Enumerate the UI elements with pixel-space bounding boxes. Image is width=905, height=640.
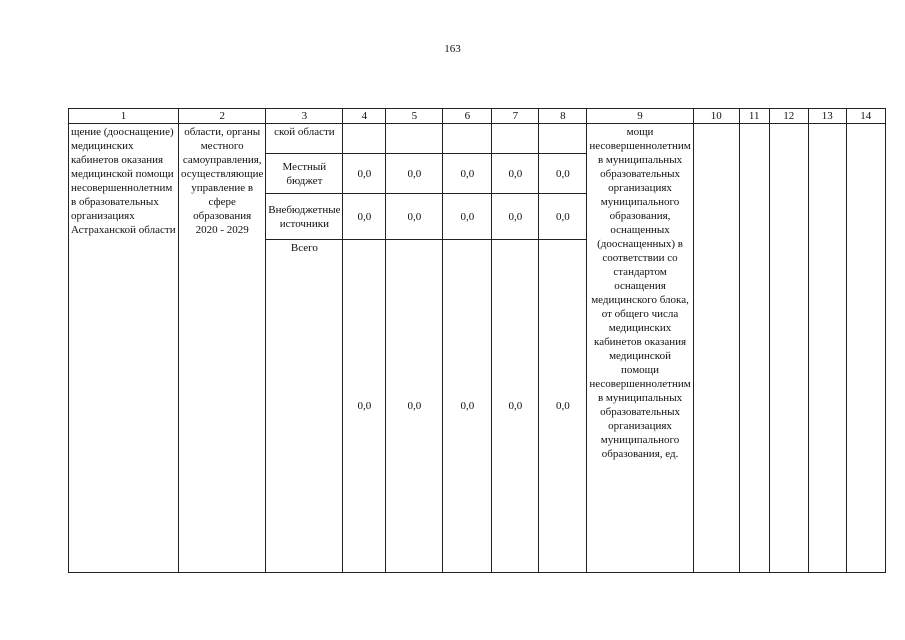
local-value-7: 0,0 (492, 154, 539, 194)
source-regional-cell: ской области (266, 124, 343, 154)
col-header-12: 12 (769, 109, 808, 124)
indicator-cell: мощи несовершеннолетним в муниципальных образовательных организациях муниципального образования, оснащенных (дооснащенных) в соответствии со стандартом оснащения медицинского блока, от общего числа медицинских кабинетов оказания медицинской помощи несовершеннолетним в муниципальных образовательных организациях муниципального образования, ед. (587, 124, 693, 573)
extra-value-7: 0,0 (492, 194, 539, 240)
page-number: 163 (444, 43, 461, 55)
local-value-6: 0,0 (443, 154, 492, 194)
source-local-cell: Местный бюджет (266, 154, 343, 194)
extra-value-4: 0,0 (343, 194, 386, 240)
total-value-4: 0,0 (343, 240, 386, 573)
col-header-8: 8 (539, 109, 587, 124)
empty-cell-10 (693, 124, 739, 573)
col-header-9: 9 (587, 109, 693, 124)
extra-value-8: 0,0 (539, 194, 587, 240)
col-header-11: 11 (739, 109, 769, 124)
col-header-14: 14 (846, 109, 885, 124)
total-value-8: 0,0 (539, 240, 587, 573)
col-header-4: 4 (343, 109, 386, 124)
source-extra-cell: Внебюджетные источники (266, 194, 343, 240)
col-header-7: 7 (492, 109, 539, 124)
col-header-1: 1 (69, 109, 179, 124)
program-table (68, 108, 886, 573)
extra-value-6: 0,0 (443, 194, 492, 240)
regional-value-4 (343, 124, 386, 154)
col-header-6: 6 (443, 109, 492, 124)
local-value-5: 0,0 (386, 154, 443, 194)
local-value-8: 0,0 (539, 154, 587, 194)
col-header-3: 3 (266, 109, 343, 124)
total-value-7: 0,0 (492, 240, 539, 573)
regional-value-8 (539, 124, 587, 154)
col-header-2: 2 (179, 109, 266, 124)
total-value-6: 0,0 (443, 240, 492, 573)
col-header-13: 13 (808, 109, 846, 124)
col-header-5: 5 (386, 109, 443, 124)
total-value-5: 0,0 (386, 240, 443, 573)
empty-cell-13 (808, 124, 846, 573)
executor-cell: области, органы местного самоуправления, осуществляющие управление в сфере образования 2020 - 2029 (179, 124, 266, 573)
regional-value-6 (443, 124, 492, 154)
col-header-10: 10 (693, 109, 739, 124)
empty-cell-11 (739, 124, 769, 573)
activity-description-cell: щение (дооснащение) медицинских кабинетов оказания медицинской помощи несовершеннолетним в образовательных организациях Астраханской области (69, 124, 179, 573)
empty-cell-14 (846, 124, 885, 573)
header-row (69, 109, 886, 124)
source-total-cell: Всего (266, 240, 343, 573)
regional-value-7 (492, 124, 539, 154)
local-value-4: 0,0 (343, 154, 386, 194)
table-row (69, 124, 886, 154)
regional-value-5 (386, 124, 443, 154)
empty-cell-12 (769, 124, 808, 573)
extra-value-5: 0,0 (386, 194, 443, 240)
